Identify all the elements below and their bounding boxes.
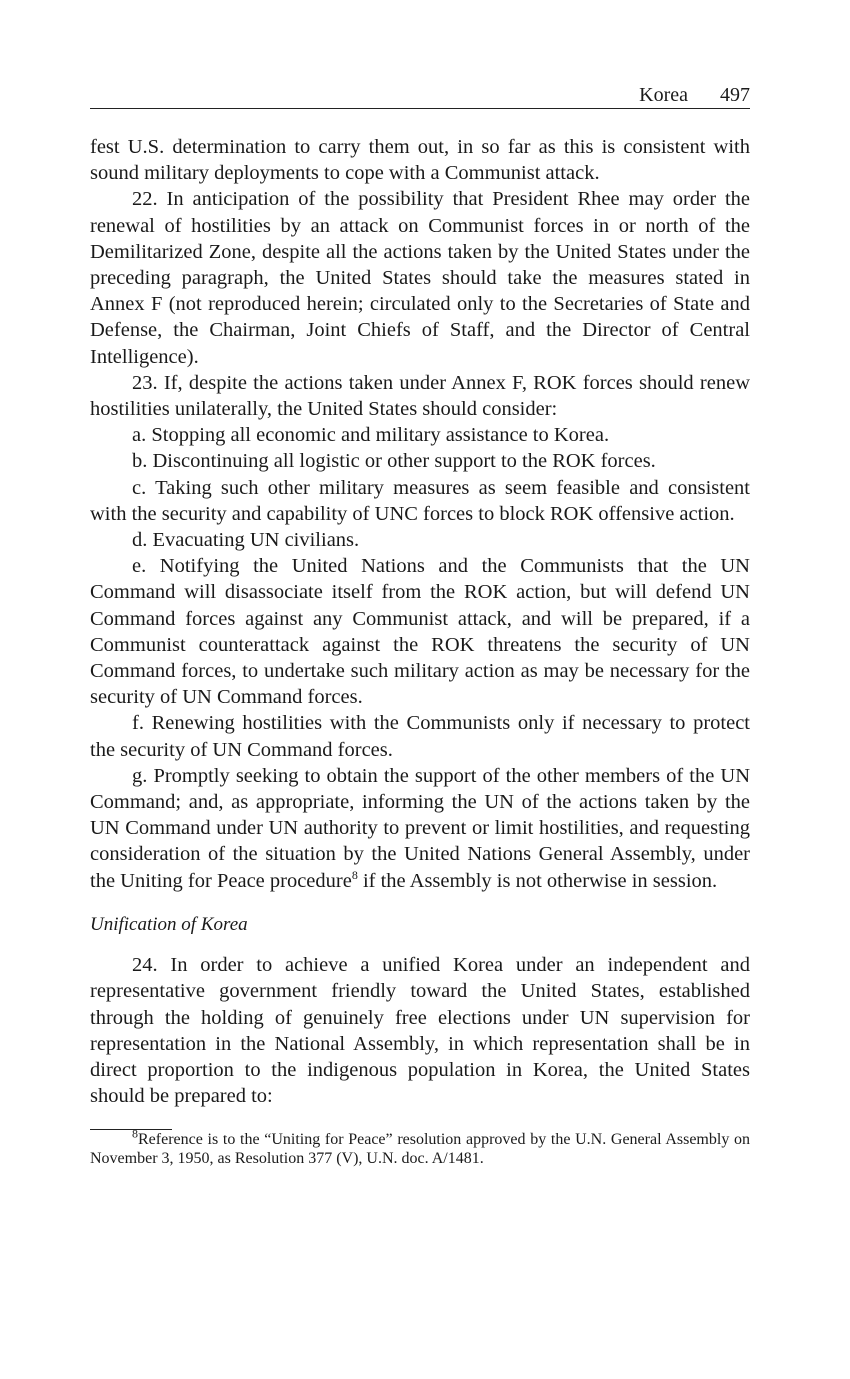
list-item-g-text-end: if the Assembly is not otherwise in session. xyxy=(357,869,718,892)
section-heading: Unification of Korea xyxy=(90,913,248,935)
running-head xyxy=(90,82,750,109)
list-item-d: d. Evacuating UN civilians. xyxy=(132,529,360,552)
page-number: 497 xyxy=(720,84,750,106)
list-item-g xyxy=(90,763,750,894)
footnote-text: Reference is to the “Uniting for Peace” resolution approved by the U.N. General Assembly on November 3, 1950, as Resolution 377 (V), U.N. doc. A/1481. xyxy=(90,1131,750,1168)
paragraph-23: 23. If, despite the actions taken under Annex F, ROK forces should renew hostilities unilaterally, the United States should consider: xyxy=(90,371,750,421)
paragraph-continuation: fest U.S. determination to carry them out, in so far as this is consistent with sound military deployments to cope with a Communist attack. xyxy=(90,136,750,185)
list-item-b: b. Discontinuing all logistic or other support to the ROK forces. xyxy=(132,450,656,473)
document-page xyxy=(90,82,750,1168)
list-item-a: a. Stopping all economic and military assistance to Korea. xyxy=(132,424,610,447)
list-item-f: f. Renewing hostilities with the Communists only if necessary to protect the security of UN Command forces. xyxy=(90,712,750,761)
list-item-e: e. Notifying the United Nations and the Communists that the UN Command will disassociate itself from the ROK action, but will defend UN Command forces against any Communist attack, and will be prepared, if a Communist counterattack against the ROK threatens the security of UN Command forces, to undertake such military action as may be necessary for the security of UN Command forces. xyxy=(90,555,750,709)
paragraph-24: 24. In order to achieve a unified Korea under an independent and representative government friendly toward the United States, established through the holding of genuinely free elections under UN supervision for representation in the National Assembly, in which representation shall be in direct proportion to the indigenous population in Korea, the United States should be prepared to: xyxy=(90,954,750,1108)
list-item-c: c. Taking such other military measures as seem feasible and consistent with the security and capability of UNC forces to block ROK offensive action. xyxy=(90,476,750,525)
footnote xyxy=(90,1126,750,1168)
paragraph-22: 22. In anticipation of the possibility that President Rhee may order the renewal of hostilities by an attack on Communist forces in or north of the Demilitarized Zone, despite all the actions taken by the United States under the preceding paragraph, the United States should take the measures stated in Annex F (not reproduced herein; circulated only to the Secretaries of State and Defense, the Chairman, Joint Chiefs of Staff, and the Director of Central Intelligence). xyxy=(90,188,750,368)
list-item-g-text: g. Promptly seeking to obtain the support of the other members of the UN Command; and, as appropriate, informing the UN of the actions taken by the UN Command under UN authority to prevent or limit hostilities, and requesting consideration of the situation by the United Nations General Assembly, under the Uniting for Peace procedure xyxy=(90,764,750,892)
document-body xyxy=(90,134,750,1168)
running-head-title: Korea xyxy=(639,84,688,106)
footnote-reference: 8 xyxy=(351,867,358,882)
footnote-marker: 8 xyxy=(132,1126,138,1141)
